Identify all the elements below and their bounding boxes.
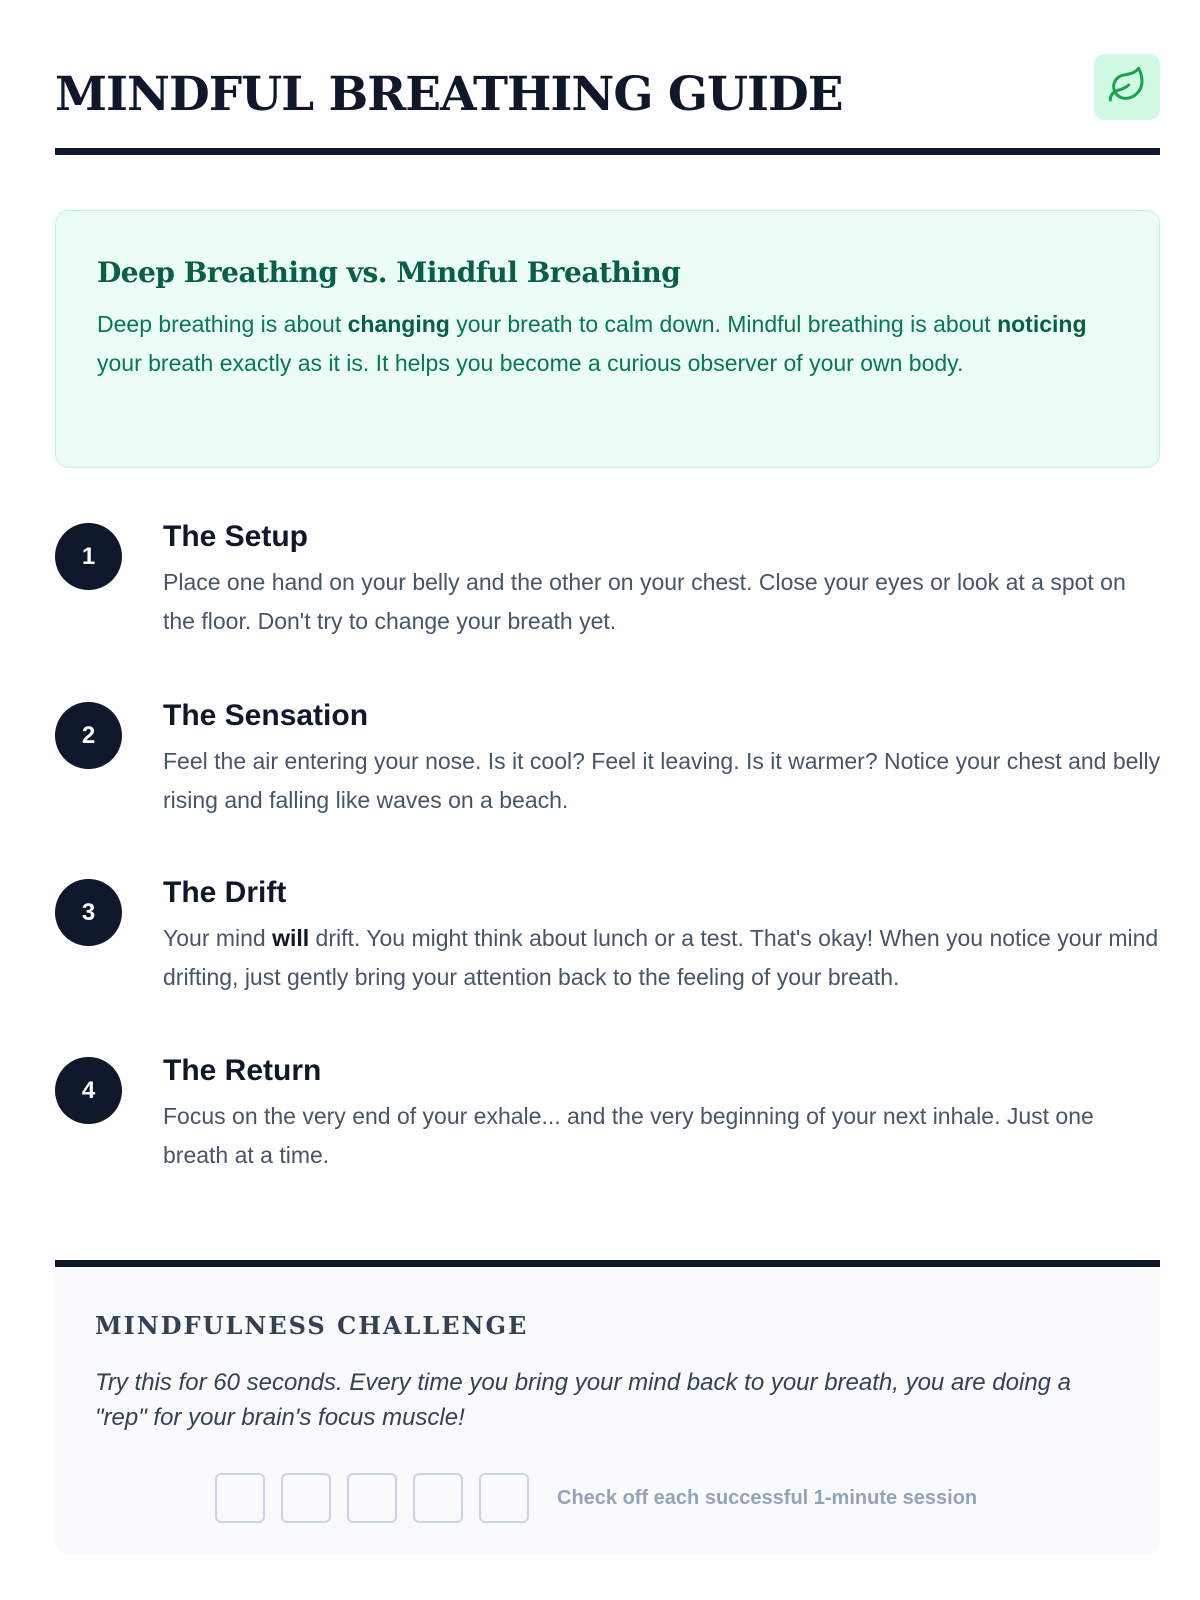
step-text [163, 919, 1163, 997]
challenge-prompt: Try this for 60 seconds. Every time you bring your mind back to your breath, you are doing a "rep" for your brain's focus muscle! [95, 1369, 1072, 1431]
step-2 [55, 699, 1161, 852]
intro-heading: Deep Breathing vs. Mindful Breathing [97, 256, 681, 289]
step-number-badge: 1 [55, 523, 122, 590]
page-header [55, 50, 1160, 155]
step-title: The Return [163, 1054, 322, 1087]
step-title: The Drift [163, 876, 287, 909]
page-title: MINDFUL BREATHING GUIDE [55, 67, 843, 122]
step-title: The Setup [163, 520, 309, 553]
checklist-label: Check off each successful 1-minute session [557, 1486, 978, 1509]
session-checkbox[interactable] [347, 1473, 397, 1523]
challenge-heading: MINDFULNESS CHALLENGE [95, 1311, 529, 1340]
step-1 [55, 520, 1160, 673]
step-text-part: drift. You might think about lunch or a test. That's okay! When you notice your mind drifting, just gently bring your attention back to the feeling of your breath. [163, 925, 1159, 990]
step-text: Place one hand on your belly and the other on your chest. Close your eyes or look at a spot on the floor. Don't try to change your breath yet. [163, 569, 1126, 634]
intro-text [97, 305, 1119, 383]
session-checkbox[interactable] [215, 1473, 265, 1523]
session-checkbox[interactable] [479, 1473, 529, 1523]
logo-badge [1094, 54, 1160, 120]
leaf-icon [1107, 65, 1147, 110]
challenge-box [55, 1260, 1160, 1555]
session-checkbox[interactable] [413, 1473, 463, 1523]
step-number-badge: 3 [55, 879, 122, 946]
step-number-badge: 2 [55, 702, 122, 769]
step-text: Focus on the very end of your exhale... and the very beginning of your next inhale. Just one breath at a time. [163, 1103, 1094, 1168]
step-3 [55, 876, 1160, 1029]
intro-text-emphasis: noticing [997, 311, 1087, 337]
step-text: Feel the air entering your nose. Is it cool? Feel it leaving. Is it warmer? Notice your chest and belly rising and falling like waves on a beach. [163, 748, 1161, 813]
step-body [163, 871, 1163, 997]
step-body [163, 1049, 1163, 1175]
step-body [163, 694, 1163, 820]
step-number-badge: 4 [55, 1057, 122, 1124]
intro-text-part: Deep breathing is about [97, 311, 348, 337]
intro-text-part: your breath exactly as it is. It helps you become a curious observer of your own body. [97, 350, 964, 376]
step-text-part: Your mind [163, 925, 273, 951]
session-checklist [215, 1470, 977, 1526]
intro-text-emphasis: changing [347, 311, 450, 337]
step-body [163, 515, 1163, 641]
step-text-emphasis: will [272, 925, 310, 951]
step-4 [55, 1054, 1160, 1207]
intro-text-part: your breath to calm down. Mindful breathing is about [449, 311, 998, 337]
session-checkbox[interactable] [281, 1473, 331, 1523]
intro-callout [55, 210, 1160, 468]
step-title: The Sensation [163, 699, 369, 732]
